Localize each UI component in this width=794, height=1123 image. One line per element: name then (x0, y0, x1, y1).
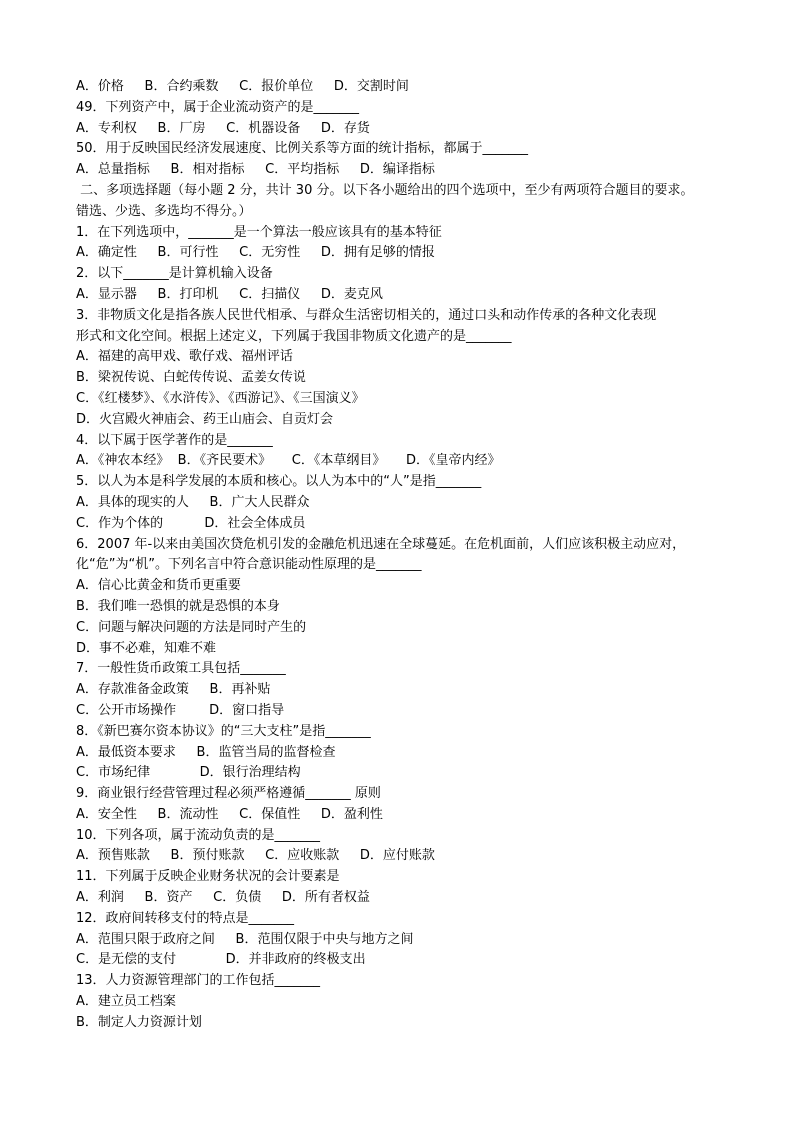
option-line: B．制定人力资源计划 (76, 1014, 202, 1030)
options-line: A．确定性 B．可行性 C．无穷性 D．拥有足够的情报 (76, 245, 435, 261)
option-line: D．事不必难，知难不难 (76, 640, 217, 656)
options-line: A．《神农本经》 B．《齐民要术》 C．《本草纲目》 D．《皇帝内经》 (76, 453, 501, 469)
options-line: A．利润 B．资产 C．负债 D．所有者权益 (76, 890, 370, 906)
options-line: A．显示器 B．打印机 C．扫描仪 D．麦克风 (76, 286, 383, 302)
question-6-cont: 化“危”为“机”。下列名言中符合意识能动性原理的是_______ (76, 557, 422, 573)
option-line: D．火宫殿火神庙会、药王山庙会、自贡灯会 (76, 411, 334, 427)
question-11: 11．下列属于反映企业财务状况的会计要素是 (76, 869, 340, 885)
options-line: C．作为个体的 D．社会全体成员 (76, 515, 306, 531)
section-heading: 二、多项选择题（每小题 2 分，共计 30 分。以下各小题给出的四个选项中，至少有两项符合题目的要求。 (76, 182, 694, 198)
options-line: A．预售账款 B．预付账款 C．应收账款 D．应付账款 (76, 848, 435, 864)
question-13: 13．人力资源管理部门的工作包括_______ (76, 973, 321, 989)
option-line: C．《红楼梦》、《水浒传》、《西游记》、《三国演义》 (76, 390, 365, 406)
question-5: 5．以人为本是科学发展的本质和核心。以人为本中的“人”是指_______ (76, 474, 482, 490)
options-line: C．市场纪律 D．银行治理结构 (76, 765, 301, 781)
question-4: 4．以下属于医学著作的是_______ (76, 432, 273, 448)
question-2: 2．以下_______是计算机输入设备 (76, 266, 273, 282)
options-line: A．具体的现实的人 B．广大人民群众 (76, 494, 310, 510)
option-line: A．信心比黄金和货币更重要 (76, 578, 241, 594)
options-line: C．公开市场操作 D．窗口指导 (76, 702, 285, 718)
option-line: A．福建的高甲戏、歌仔戏、福州评话 (76, 349, 293, 365)
question-7: 7．一般性货币政策工具包括_______ (76, 661, 286, 677)
question-49: 49．下列资产中，属于企业流动资产的是_______ (76, 99, 360, 115)
option-line: B．我们唯一恐惧的就是恐惧的本身 (76, 598, 280, 614)
option-line: B．梁祝传说、白蛇传传说、孟姜女传说 (76, 370, 306, 386)
options-line: A．总量指标 B．相对指标 C．平均指标 D．编译指标 (76, 162, 435, 178)
question-8: 8．《新巴赛尔资本协议》的“三大支柱”是指_______ (76, 723, 371, 739)
question-6: 6．2007 年-以来由美国次贷危机引发的金融危机迅速在全球蔓延。在危机面前，人们应该积极主动应对， (76, 536, 686, 552)
question-1: 1．在下列选项中，_______是一个算法一般应该具有的基本特征 (76, 224, 442, 240)
options-line: A．存款准备金政策 B．再补贴 (76, 682, 271, 698)
option-line: C．问题与解决问题的方法是同时产生的 (76, 619, 307, 635)
question-10: 10．下列各项，属于流动负责的是_______ (76, 827, 321, 843)
question-50: 50．用于反映国民经济发展速度、比例关系等方面的统计指标，都属于_______ (76, 141, 529, 157)
options-line: A．最低资本要求 B．监管当局的监督检查 (76, 744, 336, 760)
question-12: 12．政府间转移支付的特点是_______ (76, 910, 295, 926)
question-3-cont: 形式和文化空间。根据上述定义，下列属于我国非物质文化遗产的是_______ (76, 328, 512, 344)
options-line: C．是无偿的支付 D．并非政府的终极支出 (76, 952, 366, 968)
options-line: A．范围只限于政府之间 B．范围仅限于中央与地方之间 (76, 931, 414, 947)
question-3: 3．非物质文化是指各族人民世代相承、与群众生活密切相关的，通过口头和动作传承的各种文化表现 (76, 307, 657, 323)
options-line: A．价格 B．合约乘数 C．报价单位 D．交割时间 (76, 79, 409, 94)
option-line: A．建立员工档案 (76, 994, 176, 1010)
section-heading-cont: 错选、少选、多选均不得分。） (76, 203, 252, 219)
question-9: 9．商业银行经营管理过程必须严格遵循_______ 原则 (76, 786, 381, 802)
options-line: A．安全性 B．流动性 C．保值性 D．盈利性 (76, 806, 383, 822)
document-page (76, 77, 736, 1034)
options-line: A．专利权 B．厂房 C．机器设备 D．存货 (76, 120, 370, 136)
